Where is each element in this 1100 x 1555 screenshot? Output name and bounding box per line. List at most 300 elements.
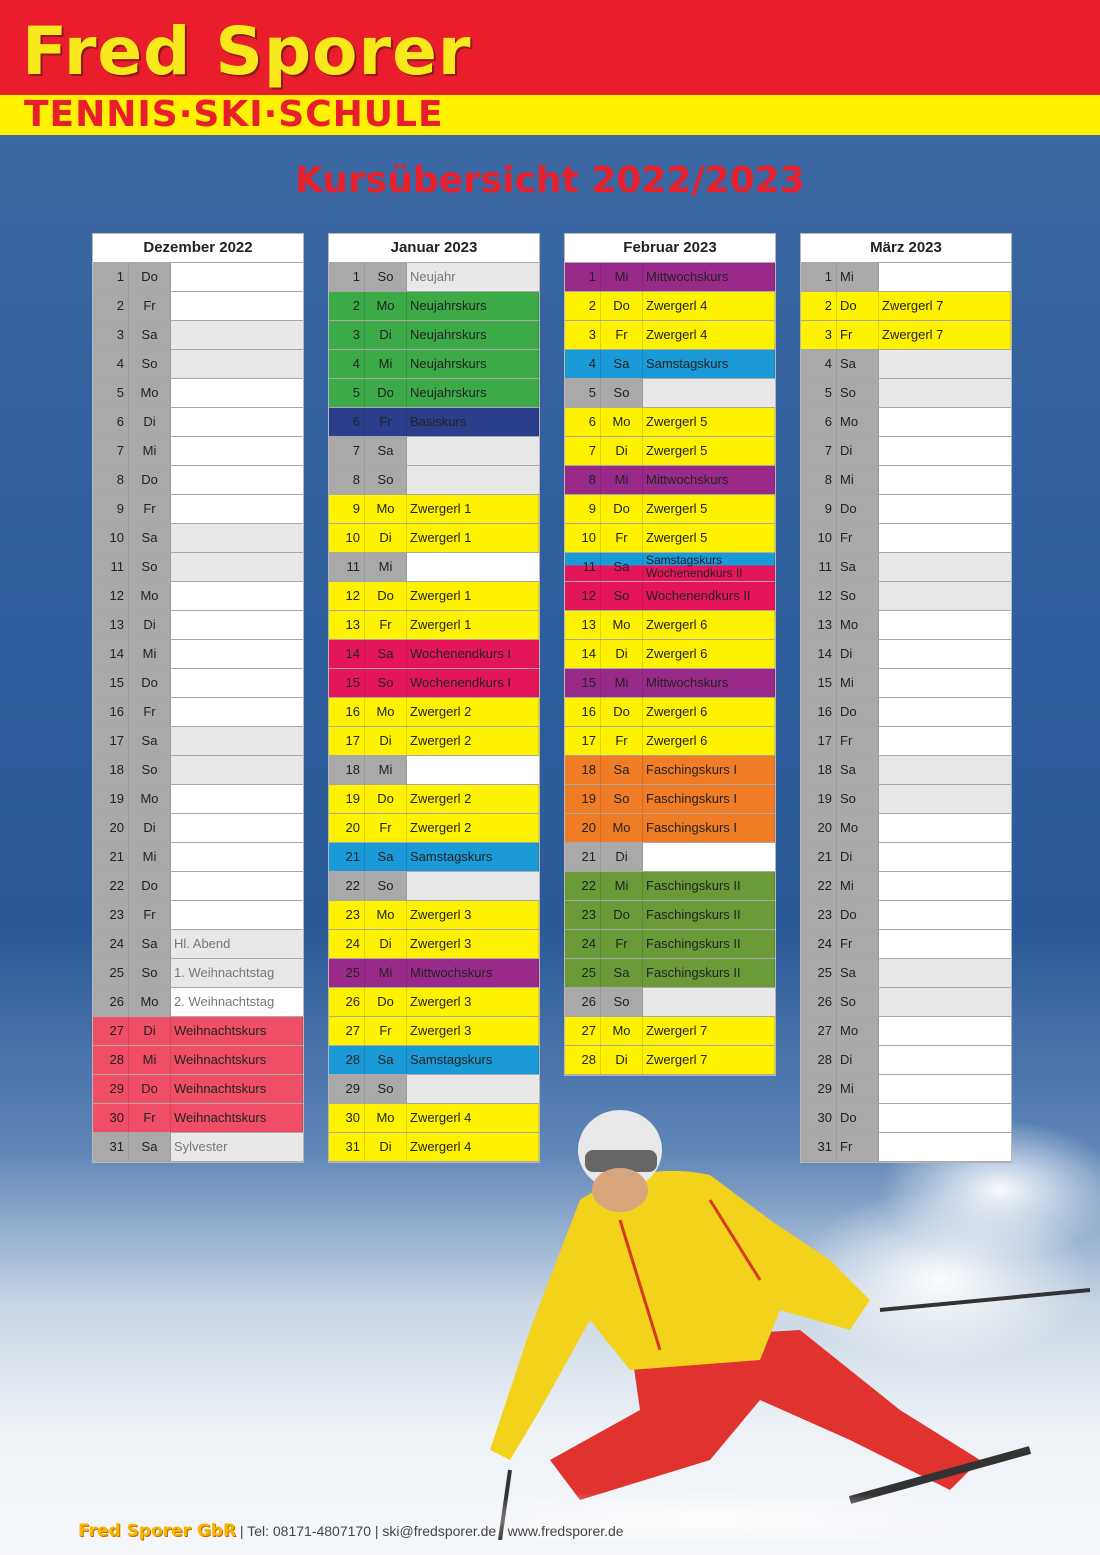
day-row [565, 930, 775, 959]
day-number: 9 [565, 495, 601, 523]
weekday: Mi [365, 350, 407, 378]
day-row [801, 901, 1011, 930]
weekday: Mo [129, 988, 171, 1016]
weekday: Mi [601, 466, 643, 494]
weekday: Mi [365, 959, 407, 987]
course-entry [879, 988, 1011, 1016]
weekday: Sa [129, 727, 171, 755]
weekday: Di [601, 640, 643, 668]
weekday: Mo [837, 611, 879, 639]
day-number: 23 [565, 901, 601, 929]
course-entry: Faschingskurs II [643, 901, 775, 929]
weekday: Sa [365, 843, 407, 871]
brand-tagline: TENNIS·SKI·SCHULE [24, 94, 444, 135]
weekday: So [837, 785, 879, 813]
weekday: Di [129, 1017, 171, 1045]
day-number: 12 [93, 582, 129, 610]
day-row [329, 263, 539, 292]
day-number: 26 [93, 988, 129, 1016]
weekday: Mi [365, 553, 407, 581]
day-row [565, 698, 775, 727]
course-entry: Zwergerl 6 [643, 698, 775, 726]
course-entry: Zwergerl 2 [407, 814, 539, 842]
day-row [565, 408, 775, 437]
course-entry: Basiskurs [407, 408, 539, 436]
weekday: Mo [601, 1017, 643, 1045]
weekday: Di [837, 437, 879, 465]
day-row [565, 495, 775, 524]
day-number: 23 [93, 901, 129, 929]
weekday: Do [129, 669, 171, 697]
course-entry: Zwergerl 3 [407, 901, 539, 929]
day-number: 14 [565, 640, 601, 668]
weekday: Do [129, 466, 171, 494]
course-entry [879, 611, 1011, 639]
day-row [329, 843, 539, 872]
day-number: 12 [801, 582, 837, 610]
day-row [329, 611, 539, 640]
day-row [329, 466, 539, 495]
weekday: Fr [837, 1133, 879, 1161]
course-entry: Faschingskurs I [643, 785, 775, 813]
day-number: 1 [329, 263, 365, 291]
course-entry: Zwergerl 1 [407, 524, 539, 552]
course-entry [171, 466, 303, 494]
day-row [801, 988, 1011, 1017]
weekday: Mo [601, 814, 643, 842]
day-row [93, 727, 303, 756]
day-number: 30 [329, 1104, 365, 1132]
day-row [565, 263, 775, 292]
day-row [565, 756, 775, 785]
day-row [93, 611, 303, 640]
day-row [93, 843, 303, 872]
weekday: Sa [837, 553, 879, 581]
weekday: Fr [601, 321, 643, 349]
course-entry: Neujahrskurs [407, 321, 539, 349]
day-number: 1 [801, 263, 837, 291]
day-number: 10 [565, 524, 601, 552]
course-entry [407, 553, 539, 581]
day-number: 24 [565, 930, 601, 958]
course-entry: Zwergerl 7 [643, 1046, 775, 1074]
weekday: Do [837, 901, 879, 929]
course-entry: Faschingskurs I [643, 756, 775, 784]
course-entry: Zwergerl 5 [643, 408, 775, 436]
footer-contact: | Tel: 08171-4807170 | ski@fredsporer.de | www.fredsporer.de [236, 1523, 624, 1539]
day-number: 24 [93, 930, 129, 958]
day-row [93, 321, 303, 350]
day-row [329, 408, 539, 437]
weekday: Do [837, 698, 879, 726]
course-entry: Neujahrskurs [407, 350, 539, 378]
course-entry [879, 872, 1011, 900]
weekday: Fr [129, 698, 171, 726]
day-row [329, 698, 539, 727]
day-number: 18 [329, 756, 365, 784]
day-row [329, 1046, 539, 1075]
weekday: Mi [837, 1075, 879, 1103]
course-entry [879, 756, 1011, 784]
course-entry: Zwergerl 2 [407, 727, 539, 755]
day-row [801, 814, 1011, 843]
day-row [329, 988, 539, 1017]
course-entry: Zwergerl 6 [643, 611, 775, 639]
day-row [93, 1075, 303, 1104]
weekday: Do [365, 379, 407, 407]
day-number: 7 [565, 437, 601, 465]
day-number: 20 [329, 814, 365, 842]
course-entry [879, 553, 1011, 581]
day-number: 17 [329, 727, 365, 755]
weekday: Di [837, 640, 879, 668]
weekday: So [837, 988, 879, 1016]
course-entry: Samstagskurs [643, 350, 775, 378]
day-row [801, 350, 1011, 379]
course-entry [171, 263, 303, 291]
weekday: Mi [365, 756, 407, 784]
weekday: Mo [365, 495, 407, 523]
day-row [801, 611, 1011, 640]
course-entry [879, 1104, 1011, 1132]
day-number: 13 [93, 611, 129, 639]
day-number: 18 [93, 756, 129, 784]
weekday: Mi [837, 872, 879, 900]
day-number: 10 [329, 524, 365, 552]
day-row [565, 843, 775, 872]
weekday: Fr [365, 1017, 407, 1045]
day-number: 26 [329, 988, 365, 1016]
weekday: Do [837, 495, 879, 523]
weekday: Di [365, 524, 407, 552]
weekday: Mi [837, 466, 879, 494]
weekday: Mo [129, 785, 171, 813]
course-entry: Wochenendkurs II [643, 582, 775, 610]
day-number: 8 [93, 466, 129, 494]
course-entry [171, 495, 303, 523]
day-row [801, 292, 1011, 321]
weekday: Fr [129, 495, 171, 523]
course-entry [879, 350, 1011, 378]
course-entry: Mittwochskurs [643, 466, 775, 494]
weekday: Fr [601, 930, 643, 958]
day-number: 22 [329, 872, 365, 900]
day-number: 13 [565, 611, 601, 639]
day-row [801, 959, 1011, 988]
course-entry [879, 466, 1011, 494]
day-row [801, 524, 1011, 553]
weekday: So [129, 350, 171, 378]
weekday: Do [129, 1075, 171, 1103]
day-row [801, 263, 1011, 292]
course-entry [879, 524, 1011, 552]
course-entry [171, 698, 303, 726]
day-number: 22 [93, 872, 129, 900]
day-row [93, 408, 303, 437]
weekday: Mi [129, 1046, 171, 1074]
course-entry [879, 1017, 1011, 1045]
day-row [93, 640, 303, 669]
day-row [93, 292, 303, 321]
course-entry-line: Wochenendkurs II [646, 566, 743, 580]
weekday: Mi [837, 263, 879, 291]
day-row [329, 553, 539, 582]
day-number: 26 [801, 988, 837, 1016]
weekday: Sa [365, 640, 407, 668]
course-entry [643, 988, 775, 1016]
day-number: 5 [801, 379, 837, 407]
weekday: So [601, 785, 643, 813]
course-entry: Zwergerl 2 [407, 698, 539, 726]
course-entry [879, 640, 1011, 668]
course-entry: Zwergerl 1 [407, 495, 539, 523]
day-number: 28 [801, 1046, 837, 1074]
day-number: 29 [329, 1075, 365, 1103]
day-row [329, 1017, 539, 1046]
course-entry: Weihnachtskurs [171, 1046, 303, 1074]
day-row [329, 785, 539, 814]
course-entry: Weihnachtskurs [171, 1017, 303, 1045]
day-row [565, 669, 775, 698]
day-row [801, 495, 1011, 524]
day-number: 9 [329, 495, 365, 523]
day-row [329, 640, 539, 669]
footer-company: Fred Sporer GbR [78, 1521, 237, 1541]
course-entry: Samstagskurs [407, 1046, 539, 1074]
day-number: 13 [329, 611, 365, 639]
course-entry [171, 872, 303, 900]
day-row [93, 698, 303, 727]
weekday: Fr [601, 727, 643, 755]
day-row [93, 379, 303, 408]
day-row [801, 1017, 1011, 1046]
day-number: 12 [329, 582, 365, 610]
course-entry: Faschingskurs II [643, 959, 775, 987]
course-entry: Neujahr [407, 263, 539, 291]
day-number: 22 [801, 872, 837, 900]
day-row [801, 785, 1011, 814]
day-number: 31 [801, 1133, 837, 1161]
course-entry: Zwergerl 7 [879, 292, 1011, 320]
course-entry [879, 901, 1011, 929]
day-number: 7 [93, 437, 129, 465]
course-entry [879, 1046, 1011, 1074]
day-row [93, 1133, 303, 1162]
weekday: Do [837, 292, 879, 320]
day-number: 5 [329, 379, 365, 407]
weekday: Mi [601, 669, 643, 697]
day-number: 24 [801, 930, 837, 958]
day-row [801, 727, 1011, 756]
day-number: 30 [801, 1104, 837, 1132]
day-number: 14 [93, 640, 129, 668]
day-number: 8 [801, 466, 837, 494]
weekday: So [365, 872, 407, 900]
day-row [565, 553, 775, 582]
weekday: Mi [129, 843, 171, 871]
course-entry: Samstagskurs [407, 843, 539, 871]
day-number: 21 [801, 843, 837, 871]
day-row [93, 872, 303, 901]
course-entry: Neujahrskurs [407, 292, 539, 320]
weekday: Di [365, 1133, 407, 1161]
day-row [565, 988, 775, 1017]
day-number: 2 [801, 292, 837, 320]
weekday: Do [601, 292, 643, 320]
weekday: Do [365, 785, 407, 813]
course-entry [171, 408, 303, 436]
course-entry [407, 437, 539, 465]
course-entry [879, 408, 1011, 436]
day-number: 4 [329, 350, 365, 378]
day-row [565, 292, 775, 321]
day-number: 15 [801, 669, 837, 697]
weekday: Fr [837, 727, 879, 755]
day-number: 26 [565, 988, 601, 1016]
day-number: 19 [329, 785, 365, 813]
day-row [329, 756, 539, 785]
day-row [329, 321, 539, 350]
course-entry [879, 698, 1011, 726]
day-row [329, 437, 539, 466]
day-number: 19 [565, 785, 601, 813]
weekday: Mo [365, 698, 407, 726]
day-row [565, 1046, 775, 1075]
day-number: 23 [801, 901, 837, 929]
course-entry: Zwergerl 4 [407, 1104, 539, 1132]
day-row [801, 872, 1011, 901]
day-number: 11 [565, 553, 601, 581]
weekday: Di [129, 611, 171, 639]
weekday: Sa [601, 756, 643, 784]
day-row [329, 814, 539, 843]
course-entry [879, 1133, 1011, 1161]
day-number: 9 [801, 495, 837, 523]
weekday: Mi [837, 669, 879, 697]
course-entry [171, 553, 303, 581]
weekday: Fr [837, 930, 879, 958]
course-entry [643, 553, 775, 582]
day-row [93, 988, 303, 1017]
day-number: 2 [329, 292, 365, 320]
day-number: 15 [565, 669, 601, 697]
day-row [93, 437, 303, 466]
weekday: Mo [837, 1017, 879, 1045]
day-row [565, 959, 775, 988]
day-number: 21 [565, 843, 601, 871]
day-row [801, 698, 1011, 727]
course-entry: Weihnachtskurs [171, 1104, 303, 1132]
day-row [329, 582, 539, 611]
month-title: Januar 2023 [329, 234, 539, 263]
weekday: Di [129, 814, 171, 842]
day-row [801, 930, 1011, 959]
day-row [565, 582, 775, 611]
day-number: 21 [93, 843, 129, 871]
day-row [565, 901, 775, 930]
weekday: Di [601, 843, 643, 871]
course-entry [879, 727, 1011, 755]
course-entry: 1. Weihnachtstag [171, 959, 303, 987]
day-number: 21 [329, 843, 365, 871]
day-row [93, 553, 303, 582]
weekday: Mo [365, 901, 407, 929]
course-entry [171, 292, 303, 320]
day-row [93, 1046, 303, 1075]
weekday: Mi [129, 640, 171, 668]
day-number: 8 [565, 466, 601, 494]
day-number: 2 [93, 292, 129, 320]
course-entry: Zwergerl 3 [407, 988, 539, 1016]
course-entry [407, 872, 539, 900]
weekday: Di [601, 1046, 643, 1074]
course-entry: Zwergerl 5 [643, 524, 775, 552]
course-entry: Zwergerl 5 [643, 495, 775, 523]
day-row [565, 814, 775, 843]
day-number: 29 [801, 1075, 837, 1103]
day-row [329, 1075, 539, 1104]
course-entry [171, 901, 303, 929]
course-entry [879, 785, 1011, 813]
course-entry: Weihnachtskurs [171, 1075, 303, 1103]
weekday: Mo [129, 379, 171, 407]
day-row [801, 379, 1011, 408]
day-number: 14 [329, 640, 365, 668]
weekday: Sa [365, 437, 407, 465]
course-entry: Neujahrskurs [407, 379, 539, 407]
course-entry [879, 1075, 1011, 1103]
day-number: 6 [565, 408, 601, 436]
day-row [801, 1104, 1011, 1133]
day-number: 15 [93, 669, 129, 697]
day-row [565, 466, 775, 495]
weekday: Sa [129, 930, 171, 958]
course-entry [171, 524, 303, 552]
weekday: So [837, 379, 879, 407]
day-row [329, 524, 539, 553]
day-number: 27 [801, 1017, 837, 1045]
day-row [329, 350, 539, 379]
course-entry: Faschingskurs II [643, 930, 775, 958]
day-number: 3 [801, 321, 837, 349]
weekday: Mi [601, 872, 643, 900]
day-number: 28 [329, 1046, 365, 1074]
day-row [565, 611, 775, 640]
weekday: Sa [129, 1133, 171, 1161]
day-number: 5 [565, 379, 601, 407]
day-number: 17 [93, 727, 129, 755]
day-row [93, 1104, 303, 1133]
course-entry [171, 785, 303, 813]
weekday: Mo [837, 408, 879, 436]
day-row [565, 379, 775, 408]
weekday: Sa [837, 959, 879, 987]
day-number: 1 [565, 263, 601, 291]
course-entry [171, 843, 303, 871]
weekday: Mi [601, 263, 643, 291]
day-row [329, 959, 539, 988]
day-number: 9 [93, 495, 129, 523]
weekday: Fr [129, 292, 171, 320]
weekday: So [365, 263, 407, 291]
weekday: Do [601, 698, 643, 726]
day-number: 29 [93, 1075, 129, 1103]
weekday: Mo [601, 408, 643, 436]
course-entry: Mittwochskurs [407, 959, 539, 987]
month-table [92, 233, 304, 1163]
day-number: 12 [565, 582, 601, 610]
course-entry [407, 756, 539, 784]
